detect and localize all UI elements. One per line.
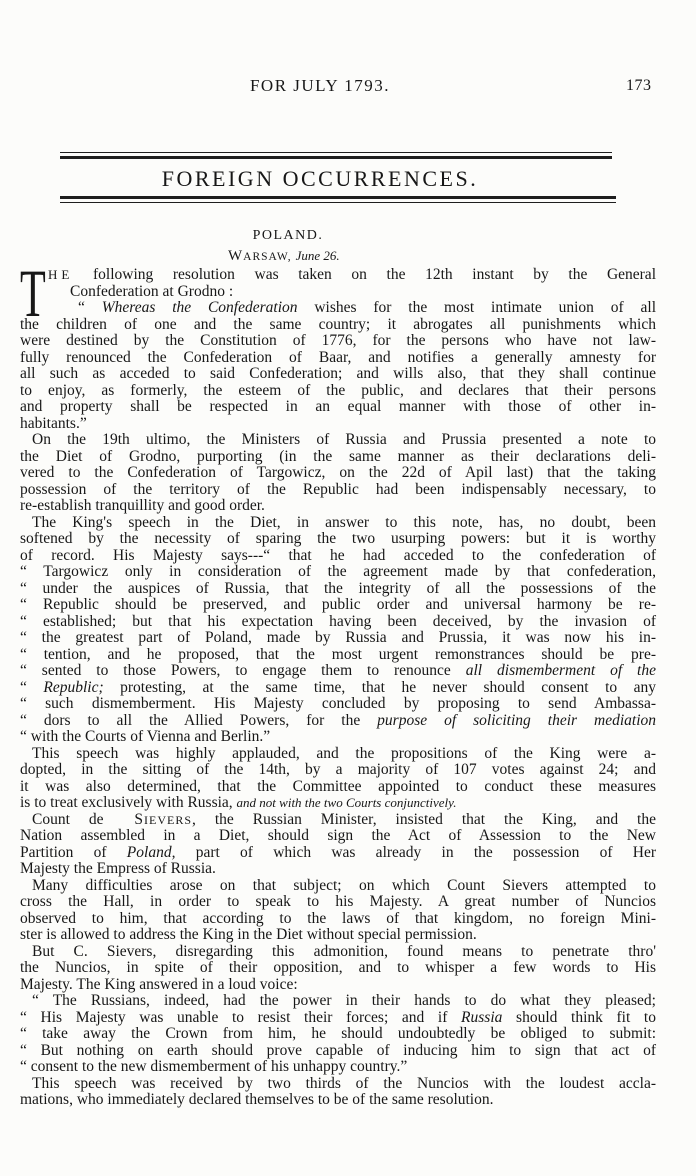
text-run: Partition of: [20, 843, 127, 861]
dateline: [228, 248, 340, 265]
text-line: [20, 1010, 656, 1027]
text-line: the Diet of Grodno, purporting (in the same manner as their declarations deli-: [20, 447, 656, 465]
text-line: “ such dismemberment. His Majesty concluded by proposing to send Ambassa-: [20, 695, 656, 712]
text-run: following resolution was taken on the 12th instant by the General: [73, 266, 656, 283]
text-run: protesting, at the same time, that he never should consent to any: [103, 678, 656, 696]
italic-run: purpose of soliciting their mediation: [377, 711, 656, 729]
text-line: This speech was highly applauded, and the propositions of the King were a-: [32, 744, 656, 762]
paragraph: [20, 267, 656, 300]
paragraph: [20, 812, 656, 878]
text-line: [20, 267, 656, 284]
text-run: Count de: [32, 810, 123, 828]
text-line: Nation assembled in a Diet, should sign the Act of Assession to the New: [20, 827, 656, 844]
text-line: “ the greatest part of Poland, made by Russia and Prussia, it was now his in-: [20, 629, 656, 646]
text-run: wishes for the most intimate union of all: [297, 299, 656, 316]
italic-run: Russia: [461, 1008, 503, 1026]
paragraph: [20, 746, 656, 812]
text-line: “ tention, and he proposed, that the most urgent remonstrances should be pre-: [20, 645, 656, 663]
italic-run: Whereas the Confederation: [101, 299, 298, 316]
text-line: fully renounced the Confederation of Baar, and notifies a generally amnesty for: [20, 348, 656, 366]
paragraph: [20, 944, 656, 994]
italic-run: Republic;: [43, 678, 104, 696]
text-run: “ sented to those Powers, to engage them to renounce: [20, 662, 466, 679]
country-heading: POLAND.: [252, 228, 324, 243]
text-line: dopted, in the sitting of the 14th, by a majority of 107 votes against 24; and: [20, 761, 656, 778]
text-line: “ Targowicz only in consideration of the agreement made by that confederation,: [20, 563, 656, 580]
text-line: “ consent to the new dismemberment of his unhappy country.”: [20, 1058, 408, 1075]
paragraph: [20, 515, 656, 746]
text-line: [20, 795, 656, 812]
paragraph: [20, 993, 656, 1076]
text-line: Many difficulties arose on that subject; on which Count Sievers attempted to: [32, 876, 656, 894]
text-line: to enjoy, as formerly, the esteem of the public, and declares that their persons: [20, 381, 656, 399]
text-line: softened by the necessity of sparing the two usurping powers: but it is worthy: [20, 530, 656, 547]
italic-run: all dismemberment of the: [465, 662, 656, 679]
text-line: [20, 713, 656, 730]
text-line: mations, who immediately declared themselves to be of the same resolution.: [20, 1091, 494, 1108]
text-run: “: [78, 299, 102, 316]
text-line: The King's speech in the Diet, in answer to this note, has, no doubt, been: [32, 513, 656, 531]
text-line: the children of one and the same country; it abrogates all punishments which: [20, 315, 656, 333]
text-line: possession of the territory of the Republic had been indispensably necessary, to: [20, 480, 656, 498]
text-line: it was also determined, that the Committee appointed to conduct these measures: [20, 777, 656, 795]
text-line: Majesty the Empress of Russia.: [20, 860, 216, 877]
bottom-rule-thin: [60, 202, 616, 203]
text-run: “ dors to all the Allied Powers, for the: [20, 711, 378, 729]
text-line: But C. Sievers, disregarding this admonition, found means to penetrate thro': [32, 942, 656, 960]
text-line: and property shall be respected in an equal manner with those of other in-: [20, 398, 656, 415]
text-line: of record. His Majesty says---“ that he had acceded to the confederation of: [20, 546, 656, 564]
text-line: “ established; but that his expectation having been deceived, by the invasion of: [20, 612, 656, 630]
text-line: “ under the auspices of Russia, that the integrity of all the possessions of the: [20, 579, 656, 597]
text-run: “ His Majesty was unable to resist their forces; and if: [20, 1008, 462, 1026]
italic-run: Poland,: [126, 843, 176, 861]
paragraph: [20, 432, 656, 515]
text-run: , the Russian Minister, insisted that the King, and the: [192, 810, 656, 828]
text-run: is to treat exclusively with Russia,: [20, 794, 237, 811]
drop-cap: T: [20, 255, 46, 331]
text-line: ster is allowed to address the King in the Diet without special permission.: [20, 926, 477, 943]
small-caps-run: SIEVERS: [134, 810, 193, 828]
text-line: “ But nothing on earth should prove capable of inducing him to sign that act of: [20, 1041, 656, 1059]
text-line: [20, 812, 656, 829]
text-line: observed to him, that according to the laws of that kingdom, no foreign Mini-: [20, 909, 656, 927]
text-line: were destined by the Constitution of 1776, for the persons who have not law-: [20, 332, 656, 349]
paragraph: [20, 300, 656, 432]
text-run: should think fit to: [502, 1008, 656, 1026]
text-run: part of which was already in the possession of Her: [175, 843, 656, 861]
text-line: [20, 680, 656, 697]
text-line: the Nuncios, in spite of their opposition, and to whisper a few words to His: [20, 959, 656, 976]
top-rule-thin: [60, 152, 612, 153]
dateline-date: June 26.: [295, 248, 340, 263]
text-line: “ with the Courts of Vienna and Berlin.”: [20, 728, 271, 745]
text-line: [20, 663, 656, 680]
small-caps-run: HE: [48, 267, 74, 282]
section-title: FOREIGN OCCURRENCES.: [161, 166, 479, 191]
text-line: vered to the Confederation of Targowicz, on the 22d of Apil last) that the taking: [20, 464, 656, 481]
page-number: 173: [626, 77, 652, 94]
text-line: “ Republic should be preserved, and public order and universal harmony be re-: [20, 596, 656, 613]
text-line: [20, 300, 656, 317]
bottom-rule-thick: [60, 196, 616, 199]
text-run: “: [20, 678, 44, 696]
paragraph: [20, 1076, 656, 1109]
text-line: Majesty. The King answered in a loud voice:: [20, 975, 298, 993]
text-line: “ The Russians, indeed, had the power in their hands to do what they pleased;: [32, 992, 656, 1009]
text-line: cross the Hall, in order to speak to his Majesty. A great number of Nuncios: [20, 893, 656, 910]
text-line: re-establish tranquillity and good order.: [20, 497, 265, 514]
top-rule-thick: [60, 156, 612, 159]
text-line: habitants.”: [20, 414, 87, 432]
text-line: Confederation at Grodno :: [70, 282, 234, 300]
italic-run: and not with the two Courts conjunctively.: [236, 795, 457, 810]
text-line: all such as acceded to said Confederation; and wills also, that they shall continue: [20, 365, 656, 382]
text-line: On the 19th ultimo, the Ministers of Russia and Prussia presented a note to: [32, 431, 656, 448]
paragraph: [20, 878, 656, 944]
text-line: “ take away the Crown from him, he should undoubtedly be obliged to submit:: [20, 1025, 656, 1042]
dateline-place: WARSAW,: [228, 248, 292, 264]
running-head: FOR JULY 1793.: [249, 76, 391, 95]
text-line: This speech was received by two thirds of the Nuncios with the loudest accla-: [32, 1074, 656, 1092]
text-line: [20, 845, 656, 862]
